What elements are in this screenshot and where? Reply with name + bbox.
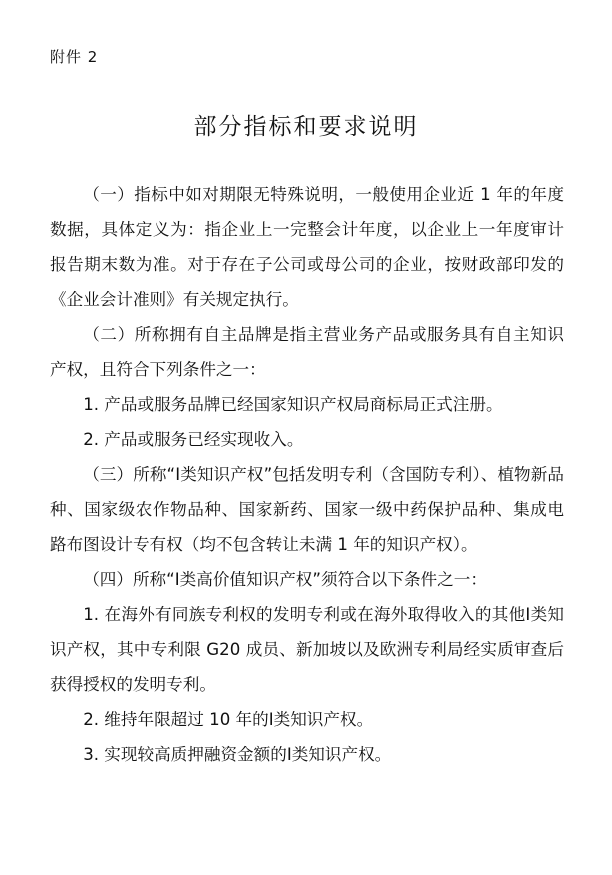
paragraph-brand-condition-1: 1. 产品或服务品牌已经国家知识产权局商标局正式注册。: [83, 395, 503, 414]
paragraph-high-value-condition-2: 2. 维持年限超过 10 年的Ⅰ类知识产权。: [83, 710, 374, 729]
paragraph-high-value-ip: （四）所称“Ⅰ类高价值知识产权”须符合以下条件之一：: [83, 570, 487, 589]
attachment-label: 附件 2: [50, 48, 99, 66]
paragraph-definition-period: （一）指标中如对期限无特殊说明，一般使用企业近 1 年的年度数据，具体定义为：指企业上一完整会计年度，以企业上一年度审计报告期末数为准。对于存在子公司或母公司的企业，按财政部印发的《企业会计准则》有关规定执行。: [50, 185, 564, 309]
paragraph-brand-condition-2: 2. 产品或服务已经实现收入。: [83, 430, 304, 449]
paragraph-own-brand: （二）所称拥有自主品牌是指主营业务产品或服务具有自主知识产权，且符合下列条件之一：: [50, 325, 564, 379]
paragraph-class-one-ip: （三）所称“Ⅰ类知识产权”包括发明专利（含国防专利）、植物新品种、国家级农作物品种、国家新药、国家一级中药保护品种、集成电路布图设计专有权（均不包含转让未满 1 年的知识产权）。: [50, 465, 564, 554]
document-body: [50, 177, 564, 772]
paragraph-high-value-condition-1: 1. 在海外有同族专利权的发明专利或在海外取得收入的其他Ⅰ类知识产权，其中专利限 G20 成员、新加坡以及欧洲专利局经实质审查后获得授权的发明专利。: [50, 605, 564, 694]
paragraph-high-value-condition-3: 3. 实现较高质押融资金额的Ⅰ类知识产权。: [83, 745, 392, 764]
document-title: 部分指标和要求说明: [193, 114, 419, 140]
